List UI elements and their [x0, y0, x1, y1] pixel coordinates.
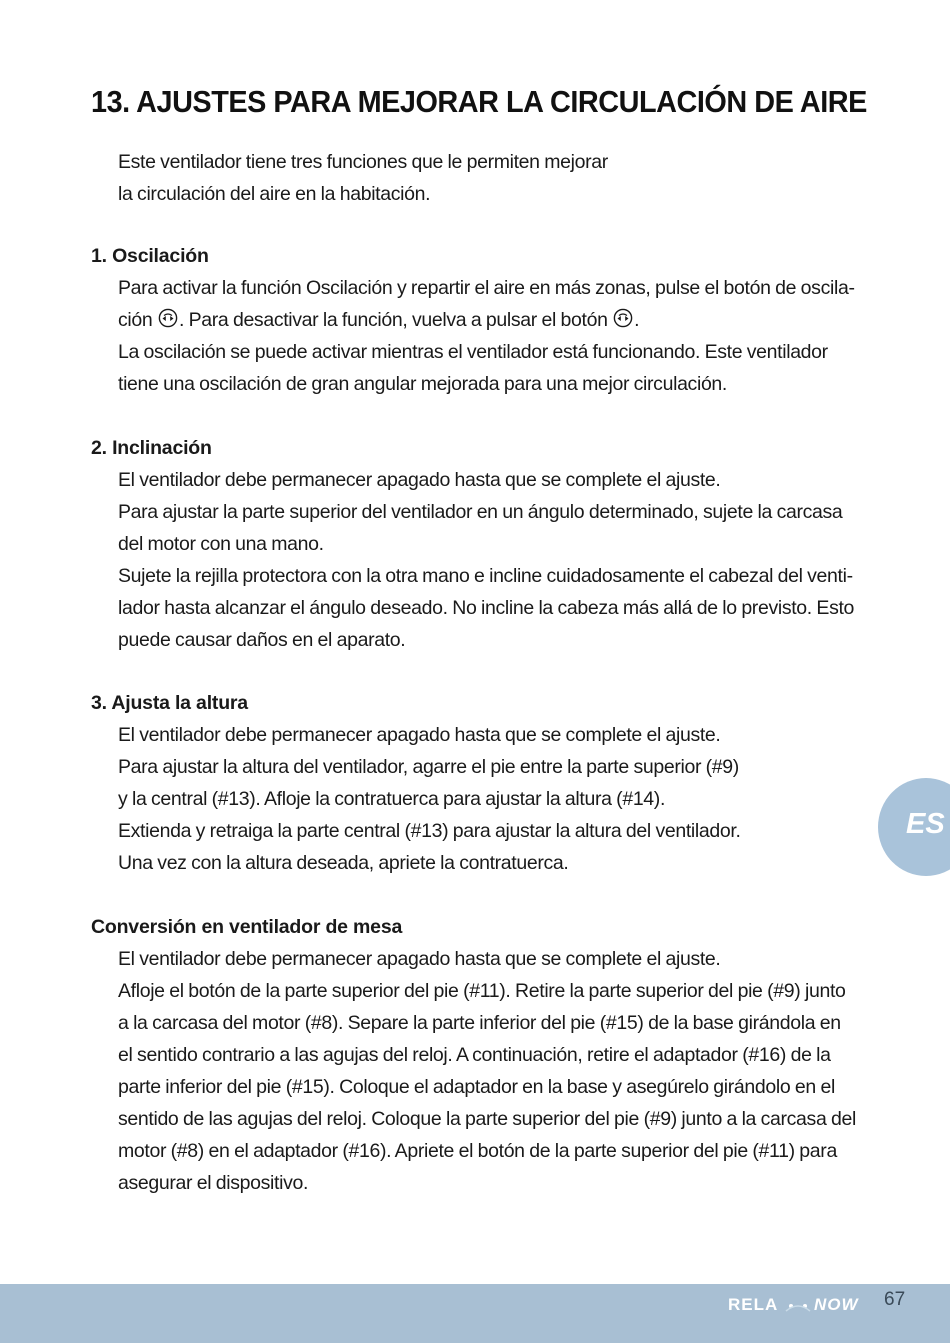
section-oscilacion [91, 240, 871, 400]
brand-logo [728, 1293, 868, 1315]
body-line: lador hasta alcanzar el ángulo deseado. No incline la cabeza más allá de lo previsto. Esto [118, 597, 855, 619]
body-line: asegurar el dispositivo. [118, 1172, 309, 1194]
intro-line: la circulación del aire en la habitación. [118, 183, 431, 205]
body-line: parte inferior del pie (#15). Coloque el adaptador en la base y asegúrelo girándolo en el [118, 1076, 835, 1098]
language-tab-label: ES [906, 808, 945, 840]
body-line: El ventilador debe permanecer apagado hasta que se complete el ajuste. [118, 948, 721, 970]
body-line: Para ajustar la parte superior del ventilador en un ángulo determinado, sujete la carcasa [118, 501, 843, 523]
oscillation-icon [158, 308, 178, 328]
page-number: 67 [884, 1289, 906, 1310]
intro-line: Este ventilador tiene tres funciones que le permiten mejorar [118, 151, 608, 173]
body-line-with-icons [91, 304, 871, 336]
section-heading: 1. Oscilación [91, 245, 209, 267]
body-line: Afloje el botón de la parte superior del pie (#11). Retire la parte superior del pie (#9) junto [118, 980, 846, 1002]
body-text: . Para desactivar la función, vuelva a pulsar el botón [178, 309, 613, 331]
section-conversion [91, 911, 871, 1199]
section-heading: 2. Inclinación [91, 437, 212, 459]
body-line: Extienda y retraiga la parte central (#13) para ajustar la altura del ventilador. [118, 820, 741, 842]
body-line: y la central (#13). Afloje la contratuerca para ajustar la altura (#14). [118, 788, 666, 810]
body-line: Para ajustar la altura del ventilador, agarre el pie entre la parte superior (#9) [118, 756, 739, 778]
body-line: tiene una oscilación de gran angular mejorada para una mejor circulación. [118, 373, 727, 395]
oscillation-icon [613, 308, 633, 328]
brand-logo-right: NOW [814, 1295, 859, 1314]
body-line: del motor con una mano. [118, 533, 324, 555]
body-line: Sujete la rejilla protectora con la otra mano e incline cuidadosamente el cabezal del venti- [118, 565, 853, 587]
body-line: sentido de las agujas del reloj. Coloque la parte superior del pie (#9) junto a la carcasa del [118, 1108, 856, 1130]
section-heading: 3. Ajusta la altura [91, 692, 248, 714]
section-inclinacion [91, 432, 871, 656]
body-line: Para activar la función Oscilación y repartir el aire en más zonas, pulse el botón de oscila- [118, 277, 855, 299]
brand-logo-left: RELA [728, 1295, 779, 1314]
intro-block [91, 146, 871, 210]
language-tab [878, 778, 950, 876]
body-line: Una vez con la altura deseada, apriete la contratuerca. [118, 852, 569, 874]
body-line: a la carcasa del motor (#8). Separe la parte inferior del pie (#15) de la base girándola en [118, 1012, 841, 1034]
body-line: La oscilación se puede activar mientras el ventilador está funcionando. Este ventilador [118, 341, 828, 363]
body-line: El ventilador debe permanecer apagado hasta que se complete el ajuste. [118, 724, 721, 746]
section-heading: Conversión en ventilador de mesa [91, 916, 403, 938]
body-text: . [634, 309, 640, 331]
body-line: El ventilador debe permanecer apagado hasta que se complete el ajuste. [118, 469, 721, 491]
body-text: ción [118, 309, 157, 331]
page-title: 13. AJUSTES PARA MEJORAR LA CIRCULACIÓN DE AIRE [91, 84, 867, 119]
section-altura [91, 687, 871, 879]
body-line: puede causar daños en el aparato. [118, 629, 406, 651]
body-line: motor (#8) en el adaptador (#16). Apriete el botón de la parte superior del pie (#11) para [118, 1140, 837, 1162]
body-line: el sentido contrario a las agujas del reloj. A continuación, retire el adaptador (#16) de la [118, 1044, 831, 1066]
